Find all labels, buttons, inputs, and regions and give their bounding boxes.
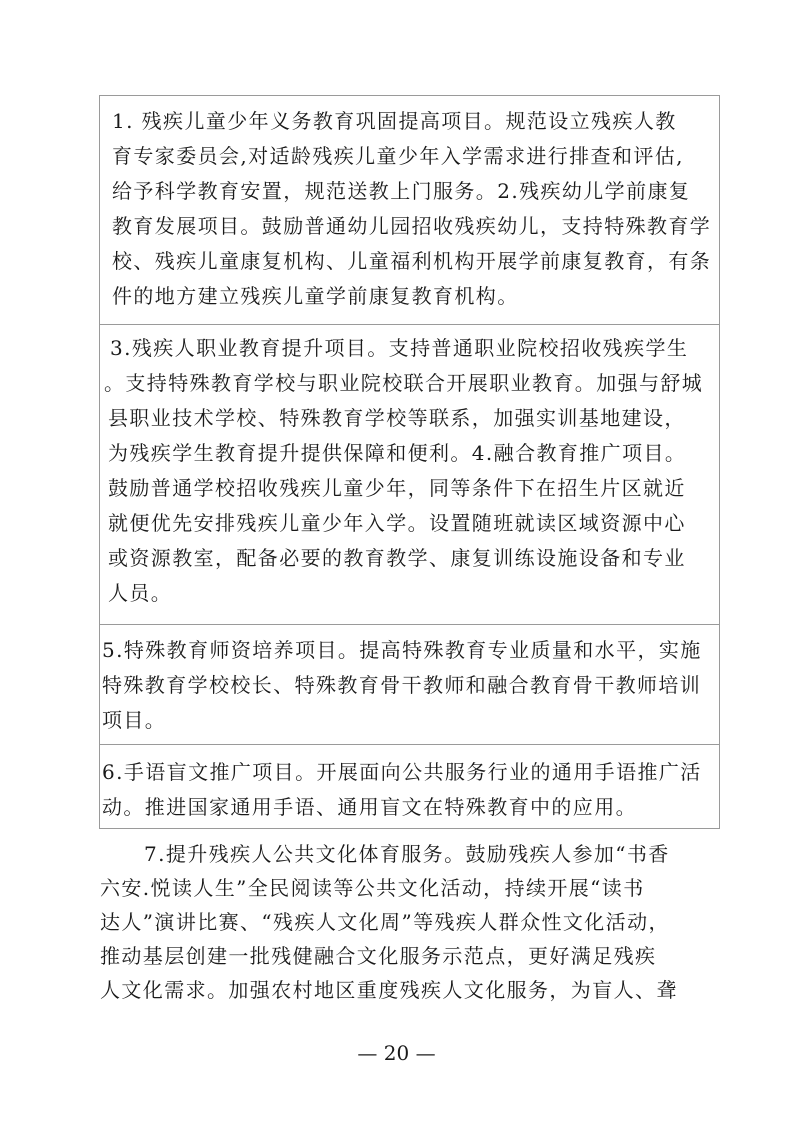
cell-2-line-5: 鼓励普通学校招收残疾儿童少年，同等条件下在招生片区就近 — [108, 476, 686, 500]
cell-1-line-5: 校、残疾儿童康复机构、儿童福利机构开展学前康复教育，有条 — [112, 249, 712, 273]
cell-2-line-7: 或资源教室，配备必要的教育教学、康复训练设施设备和专业 — [108, 546, 686, 570]
cell-1-line-2: 育专家委员会,对适龄残疾儿童少年入学需求进行排查和评估, — [112, 144, 684, 168]
table-cell-1 — [100, 96, 719, 308]
cell-2-line-1: 3.残疾人职业教育提升项目。支持普通职业院校招收残疾学生 — [110, 336, 689, 360]
table-cell-2 — [100, 324, 719, 618]
body-line-1: 7.提升残疾人公共文化体育服务。鼓励残疾人参加“书香 — [144, 842, 670, 866]
body-line-3: 达人”演讲比赛、“残疾人文化周”等残疾人群众性文化活动， — [100, 910, 670, 934]
cell-3-line-1: 5.特殊教育师资培养项目。提高特殊教育专业质量和水平，实施 — [102, 638, 702, 662]
table-cell-3 — [100, 624, 719, 744]
cell-2-line-3: 县职业技术学校、特殊教育学校等联系，加强实训基地建设， — [108, 406, 686, 430]
content-table — [99, 95, 720, 829]
cell-2-line-2: 。支持特殊教育学校与职业院校联合开展职业教育。加强与舒城 — [104, 371, 704, 395]
cell-1-line-3: 给予科学教育安置，规范送教上门服务。2.残疾幼儿学前康复 — [112, 179, 691, 203]
cell-3-line-2: 特殊教育学校校长、特殊教育骨干教师和融合教育骨干教师培训 — [102, 673, 702, 697]
cell-1-line-6: 件的地方建立残疾儿童学前康复教育机构。 — [112, 284, 519, 308]
body-line-4: 推动基层创建一批残健融合文化服务示范点，更好满足残疾 — [100, 944, 657, 968]
table-cell-4 — [100, 744, 719, 829]
cell-2-line-4: 为残疾学生教育提升提供保障和便利。4.融合教育推广项目。 — [108, 441, 687, 465]
cell-4-line-2: 动。推进国家通用手语、通用盲文在特殊教育中的应用。 — [102, 795, 637, 819]
cell-2-line-6: 就便优先安排残疾儿童少年入学。设置随班就读区域资源中心 — [108, 511, 686, 535]
body-line-5: 人文化需求。加强农村地区重度残疾人文化服务，为盲人、聋 — [100, 978, 678, 1002]
cell-3-line-3: 项目。 — [102, 708, 167, 732]
cell-2-line-8: 人员。 — [108, 581, 173, 605]
cell-1-line-4: 教育发展项目。鼓励普通幼儿园招收残疾幼儿，支持特殊教育学 — [112, 214, 712, 238]
cell-4-line-1: 6.手语盲文推广项目。开展面向公共服务行业的通用手语推广活 — [102, 760, 702, 784]
body-line-2: 六安.悦读人生”全民阅读等公共文化活动，持续开展“读书 — [100, 876, 645, 900]
page-number: — 20 — — [357, 1041, 436, 1065]
cell-1-line-1: 1. 残疾儿童少年义务教育巩固提高项目。规范设立残疾人教 — [112, 109, 677, 133]
